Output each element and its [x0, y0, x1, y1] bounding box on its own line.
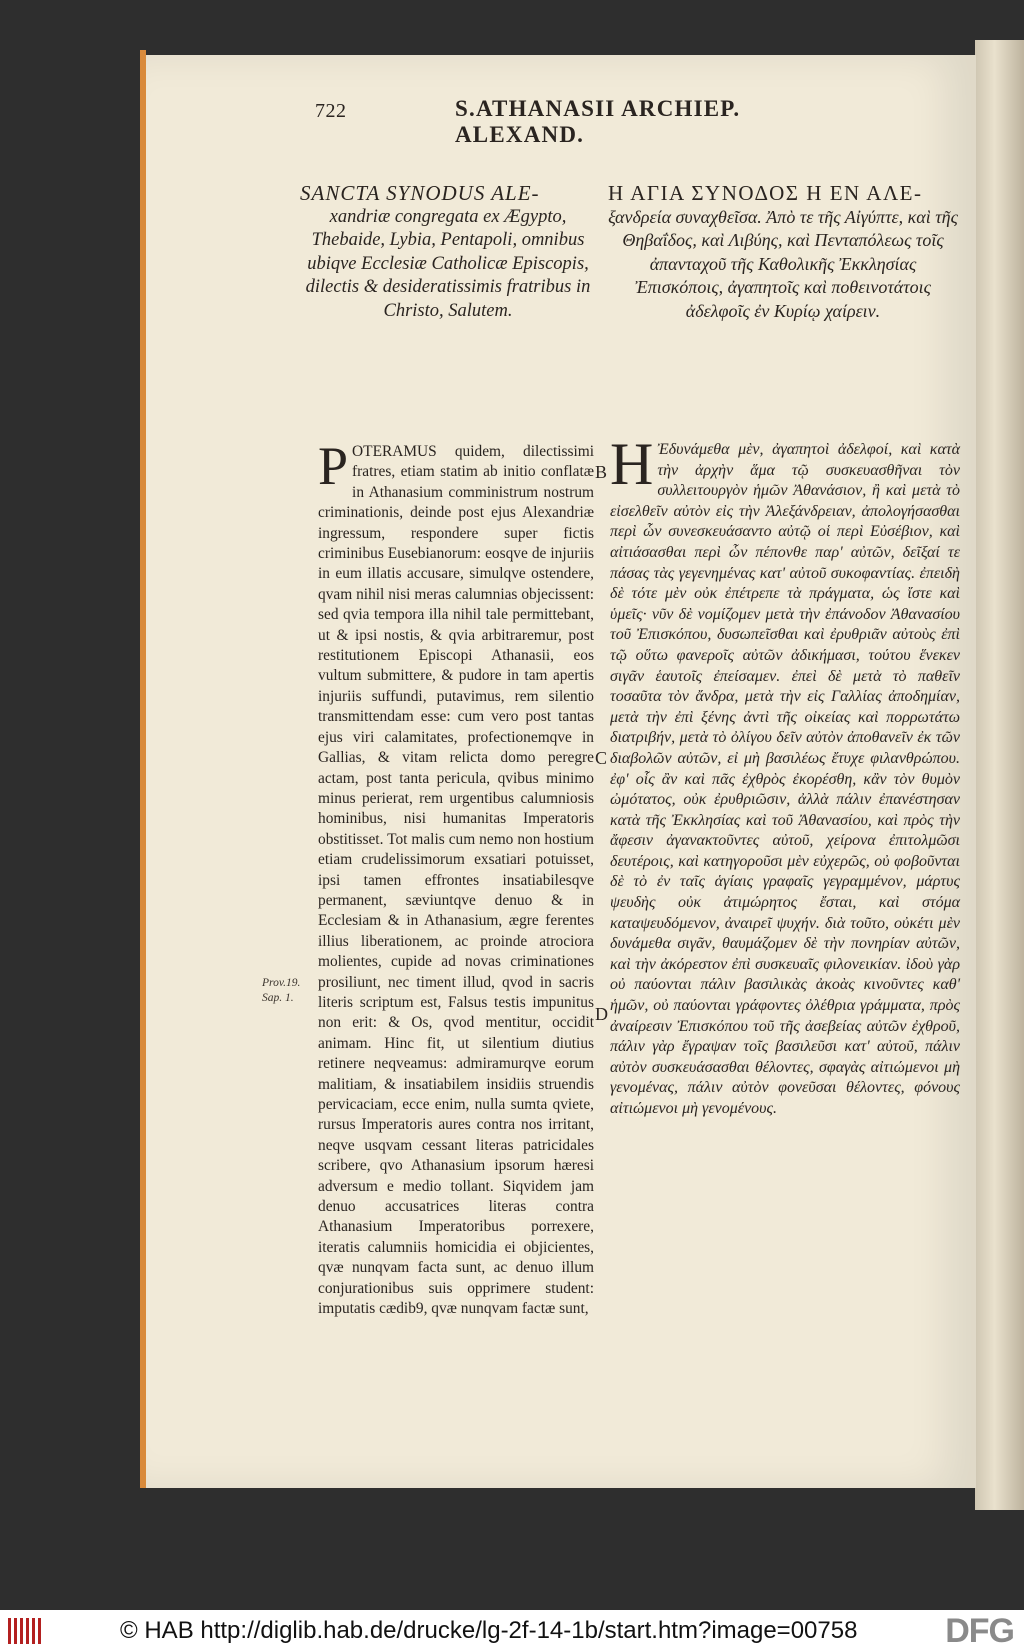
latin-title-first-line: SANCTA SYNODUS ALE-	[300, 181, 540, 205]
greek-drop-cap: Η	[610, 431, 654, 497]
footer-bar	[0, 1610, 1024, 1652]
running-title: S.ATHANASII ARCHIEP. ALEXAND.	[455, 96, 741, 147]
margin-note: Prov.19. Sap. 1.	[262, 977, 301, 1004]
section-marker-d: D	[595, 1004, 608, 1024]
credit-link[interactable]: © HAB http://diglib.hab.de/drucke/lg-2f-14-1b/start.htm?image=00758	[120, 1617, 858, 1644]
hab-barcode-logo-icon	[6, 1616, 46, 1646]
facing-page-edge	[975, 40, 1024, 1510]
greek-title-first-line: Η ΑΓΙΑ ΣΥΝΟΔΟΣ Η ΕΝ ΑΛΕ-	[608, 181, 923, 205]
section-marker-c: C	[595, 748, 608, 768]
greek-title	[608, 182, 958, 324]
section-marker-b: B	[595, 462, 608, 482]
latin-column	[318, 436, 594, 1319]
greek-body-text: Ἐδυνάμεθα μὲν, ἀγαπητοὶ ἀδελφοί, καὶ κατὰ τὴν ἀρχὴν ἅμα τῷ συσκευασθῆναι τὸν συλλειτουργὸν ἡμῶν Ἀθανάσιον, ἢ καὶ μετὰ τὸ εἰσελθεῖν αὐτὸν εἰς τὴν Ἀλεξάνδρειαν, ἀπολογήσασθαι περὶ ὧν συνεσκευάσαντο αὐτῷ οἱ περὶ Εὐσέβιον, καὶ αἰτιάσασθαι περὶ ὧν πέπονθε παρ' αὐτῶν, δεῖξαί τε πάσας τὰς γεγενημένας κατ' αὐτοῦ συκοφαντίας. ἐπειδὴ δὲ τότε μὲν οὐκ ἐπέτρεπε τὰ πράγματα, ὡς ἴστε καὶ ὑμεῖς· νῦν δὲ νομίζομεν μετὰ τὴν ἐπάνοδον Ἀθανασίου τοῦ Ἐπισκόπου, δυσωπεῖσθαι καὶ ἐρυθριᾶν αὐτοὺς ἐπὶ τῷ οὕτω φανεροῖς αὐτῶν ἀδικήμασι, τούτου ἕνεκεν σιγᾶν ἑαυτοῖς ἐπείσαμεν. ἐπεὶ δὲ μετὰ τὸ παθεῖν τοσαῦτα τὸν ἄνδρα, μετὰ τὴν εἰς Γαλλίας ἀποδημίαν, μετὰ τὴν ἐπὶ ξένης ἀντὶ τῆς οἰκείας καὶ πορρωτάτω διατριβήν, μετὰ τὸ ὀλίγου δεῖν αὐτὸν ἀποθανεῖν ἐκ τῶν διαβολῶν αὐτῶν, εἰ μὴ βασιλέως ἔτυχε φιλανθρώπου. ἐφ' οἷς ἂν καὶ πᾶς ἐχθρὸς ἐκορέσθη, κἂν τὸν θυμὸν ὠμότατος, οὐκ ἐρυθριῶσιν, ἀλλὰ πάλιν ἐπανέστησαν κατὰ τῆς Ἐκκλησίας καὶ τοῦ Ἀθανασίου, καὶ πρὸς τὴν ἄφεσιν ἀγανακτοῦντες αὐτοῦ, χείρονα ἐπιτολμῶσι δευτέροις, καὶ κατηγοροῦσι μὲν εὐχερῶς, οὐ φοβοῦνται δὲ τὸ ἐν ταῖς ἁγίαις γραφαῖς γεγραμμένον, μάρτυς ψευδὴς οὐκ ἀτιμώρητος ἔσται, καὶ στόμα καταψευδόμενον, ἀναιρεῖ ψυχήν. διὰ τοῦτο, οὐκέτι μὲν δυνάμεθα σιγᾶν, θαυμάζομεν δὲ τὴν πονηρίαν αὐτῶν, καὶ τὴν ἀκόρεστον ἐπὶ συσκευαῖς φιλονεικίαν. ἰδοὺ γὰρ οὐ παύονται πάλιν βασιλικὰς ἀκοὰς κινοῦντες καθ' ἡμῶν, οὐ παύονται γράφοντες ὀλέθρια γράμματα, πρὸς ἀναίρεσιν Ἐπισκόπου τοῦ τῆς ἀσεβείας αὐτῶν ἐχθροῦ, πάλιν γὰρ ἔγραψαν τοῖς βασιλεῦσι κατ' αὐτοῦ, πάλιν αὐτὸν συσκευάσασθαι θέλοντες, σφαγὰς αἰτιώμενοι μὴ γενομένας, πάλιν αὐτὸν φονεῦσαι θέλοντες, φόνους αἰτιώμενοι μὴ γενομένους.	[610, 441, 960, 1117]
greek-title-rest: ξανδρεία συναχθεῖσα. Ἀπὸ τε τῆς Αἰγύπτε, καὶ τῆς Θηβαΐδος, καὶ Λιβύης, καὶ Πενταπόλεως τοῖς ἀπανταχοῦ τῆς Καθολικῆς Ἐκκλησίας Ἐπισκόποις, ἀγαπητοῖς καὶ ποθεινοτάτοις ἀδελφοῖς ἐν Κυρίῳ χαίρειν.	[608, 206, 958, 321]
latin-body-text: OTERAMUS quidem, dilectissimi fratres, etiam statim ab initio conflatæ in Athanasium comministrum nostrum criminationis, deinde post ejus Alexandriæ ingressum, respondere super fictis criminibus Eusebianorum: eosqve de injuriis in eum illatis accusare, simulqve ostendere, qvam nihil nisi meras calumnias objecissent: sed qvia tempora illa nihil tale permittebant, ut & ipsi nostis, & qvia arbitraremur, post restitutionem Episcopi Athanasii, eos vultum submittere, & pudore in tam apertis injuriis suffundi, putavimus, rem silentio transmittendam esse: cum vero post tantas ejus viri calamitates, profectionemqve in Gallias, & vitam relicta domo peregre actam, post tanta pericula, qvibus minimo minus perierat, rem urgentibus calumniosis hominibus, nisi humanitas Imperatoris obstitisset. Tot malis cum nemo non hostium etiam crudelissimorum exsatiari potuisset, ipsi tamen effrontes insatiabilesqve permanent, sæviuntqve denuo & in Ecclesiam & in Athanasium, ægre ferentes illius liberationem, ac proinde atrociora molientes, cupide ad novas criminationes prosiliunt, nec timent illud, qvod in sacris literis scriptum est, Falsus testis impunitus non erit: & Os, qvod mentitur, occidit animam. Hinc fit, ut silentium diutius retinere neqveamus: admiramurqve eorum malitiam, & insatiabilem insidiis struendis pervicaciam, ecce enim, nulla sumta qviete, rursus Imperatoris aures contra nos irritant, neqve usqvam cessant literas patricidales scribere, qvo Athanasium ipsorum hæresi adversum e medio tollant. Siqvidem jam denuo accusatrices literas contra Athanasium Imperatoribus porrexere, iteratis calumniis homicidia ei objicientes, qvæ nunqvam facta sunt, ac denuo illum conjurationibus suis opprimere student: imputatis cædib9, qvæ nunqvam factæ sunt,	[318, 443, 594, 1318]
page-header	[170, 96, 850, 147]
page-number: 722	[315, 100, 347, 122]
latin-title	[300, 182, 596, 324]
latin-title-rest: xandriæ congregata ex Ægypto, Thebaide, Lybia, Pentapoli, omnibus ubiqve Ecclesiæ Catholicæ Episcopis, dilectis & desideratissimis fratribus in Christo, Salutem.	[305, 206, 591, 321]
dfg-logo: DFG	[945, 1612, 1014, 1650]
greek-column	[610, 431, 960, 1120]
latin-drop-cap: P	[318, 436, 349, 496]
